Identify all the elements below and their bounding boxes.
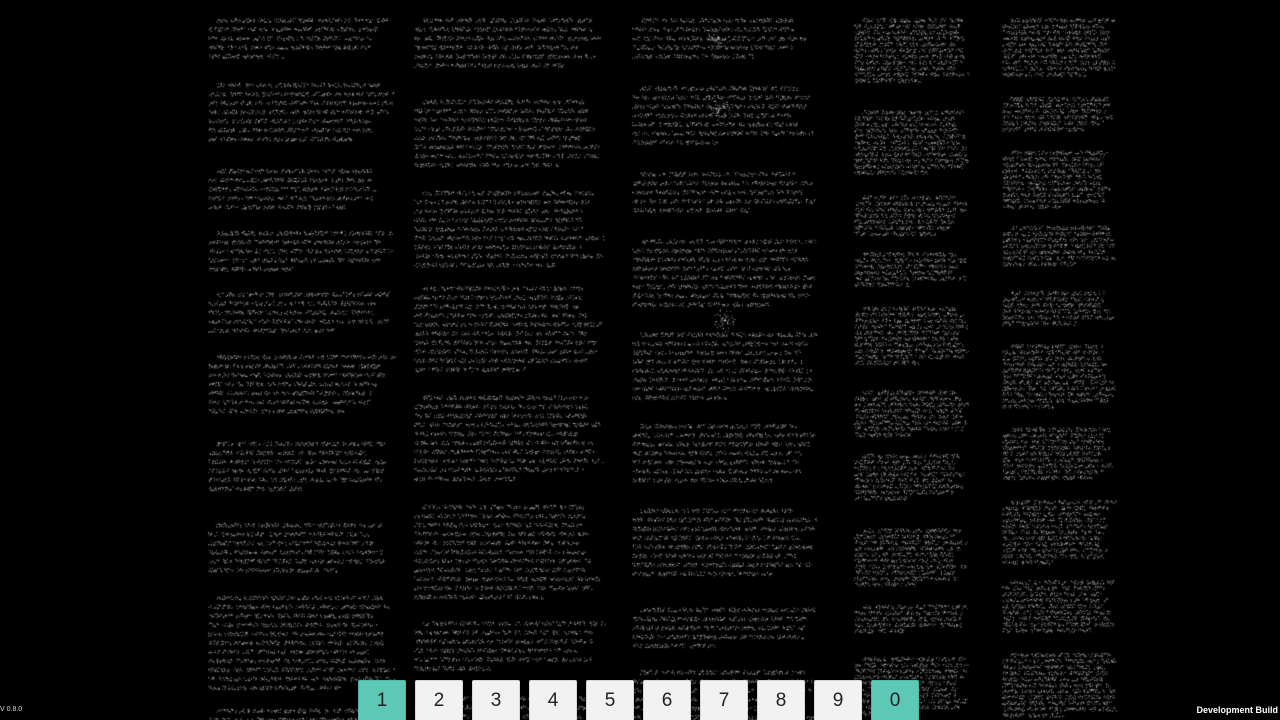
hotbar-slot-5[interactable]: 5 [586,680,634,720]
hotbar-slot-7[interactable]: 7 [700,680,748,720]
hotbar-slot-9[interactable]: 9 [814,680,862,720]
development-build-label: Development Build [1196,705,1278,715]
hotbar-slot-4[interactable]: 4 [529,680,577,720]
hotbar-slot-0[interactable]: 0 [871,680,919,720]
hotbar-slot-1[interactable]: 1 [358,680,406,720]
hotbar-slot-8[interactable]: 8 [757,680,805,720]
version-label: V 0.8.0 [0,706,23,713]
hotbar [358,680,919,720]
hotbar-slot-6[interactable]: 6 [643,680,691,720]
hotbar-slot-3[interactable]: 3 [472,680,520,720]
hotbar-slot-2[interactable]: 2 [415,680,463,720]
